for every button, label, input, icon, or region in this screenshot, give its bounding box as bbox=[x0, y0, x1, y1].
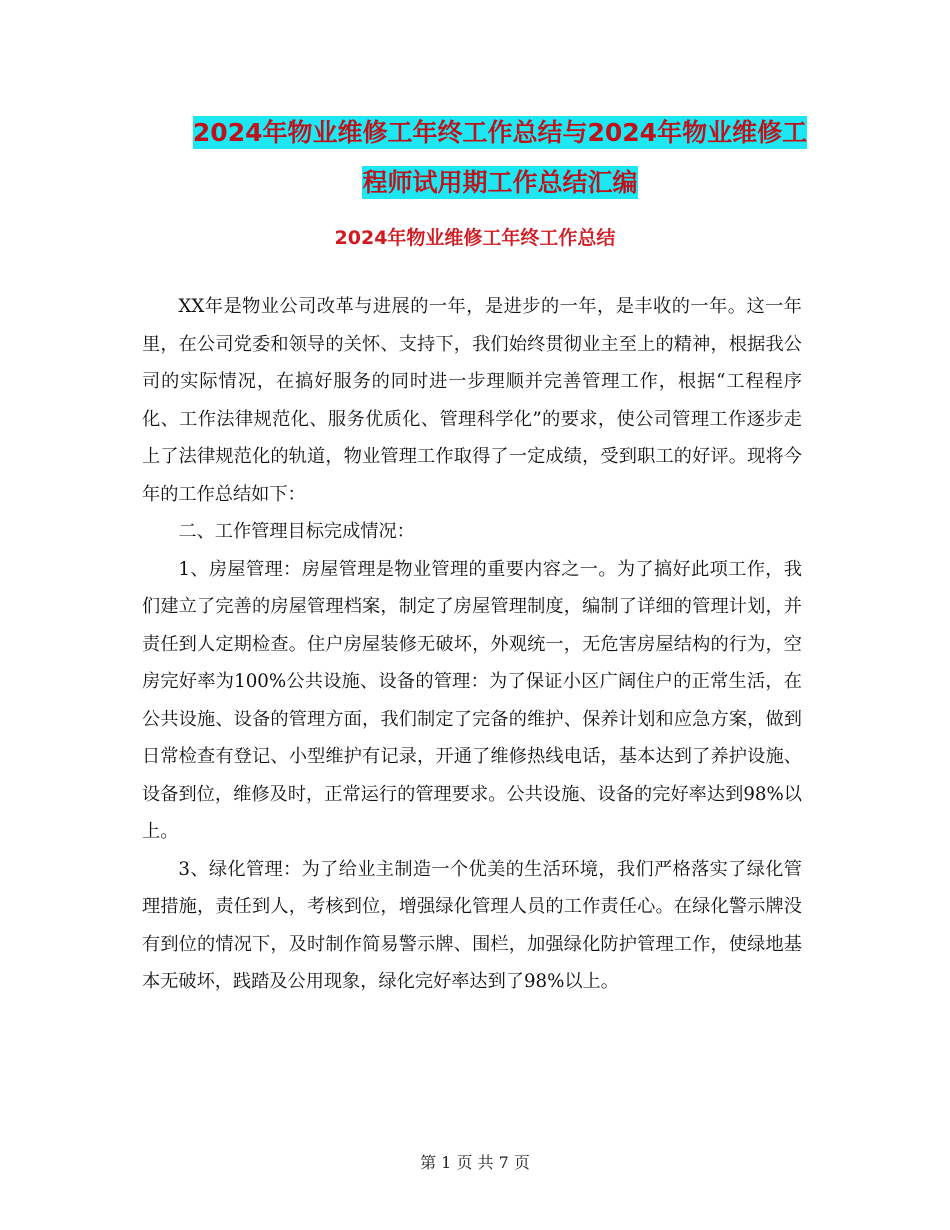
document-title-line-2: 程师试用期工作总结汇编 bbox=[362, 168, 638, 197]
paragraph-heading-goals: 二、工作管理目标完成情况： bbox=[178, 521, 415, 542]
document-title-line-1: 2024年物业维修工年终工作总结与2024年物业维修工 bbox=[192, 118, 808, 147]
document-body bbox=[142, 288, 802, 1001]
paragraph-intro: XX年是物业公司改革与进展的一年，是进步的一年，是丰收的一年。这一年里，在公司党委和领导的关怀、支持下，我们始终贯彻业主至上的精神，根据我公司的实际情况，在搞好服务的同时进一步理顺并完善管理工作，根据“工程程序化、工作法律规范化、服务优质化、管理科学化”的要求，使公司管理工作逐步走上了法律规范化的轨道，物业管理工作取得了一定成绩，受到职工的好评。现将今年的工作总结如下： bbox=[142, 296, 802, 505]
paragraph-housing-management: 1、房屋管理：房屋管理是物业管理的重要内容之一。为了搞好此项工作，我们建立了完善的房屋管理档案，制定了房屋管理制度，编制了详细的管理计划，并责任到人定期检查。住户房屋装修无破坏，外观统一，无危害房屋结构的行为，空房完好率为100%公共设施、设备的管理：为了保证小区广阔住户的正常生活，在公共设施、设备的管理方面，我们制定了完备的维护、保养计划和应急方案，做到日常检查有登记、小型维护有记录，开通了维修热线电话，基本达到了养护设施、设备到位，维修及时，正常运行的管理要求。公共设施、设备的完好率达到98%以上。 bbox=[142, 558, 802, 842]
document-title bbox=[140, 108, 860, 208]
page-footer: 第 1 页 共 7 页 bbox=[420, 1153, 530, 1172]
paragraph-greening-management: 3、绿化管理：为了给业主制造一个优美的生活环境，我们严格落实了绿化管理措施，责任到人，考核到位，增强绿化管理人员的工作责任心。在绿化警示牌没有到位的情况下，及时制作简易警示牌、围栏，加强绿化防护管理工作，使绿地基本无破坏，践踏及公用现象，绿化完好率达到了98%以上。 bbox=[142, 858, 802, 992]
section-title: 2024年物业维修工年终工作总结 bbox=[334, 227, 616, 249]
